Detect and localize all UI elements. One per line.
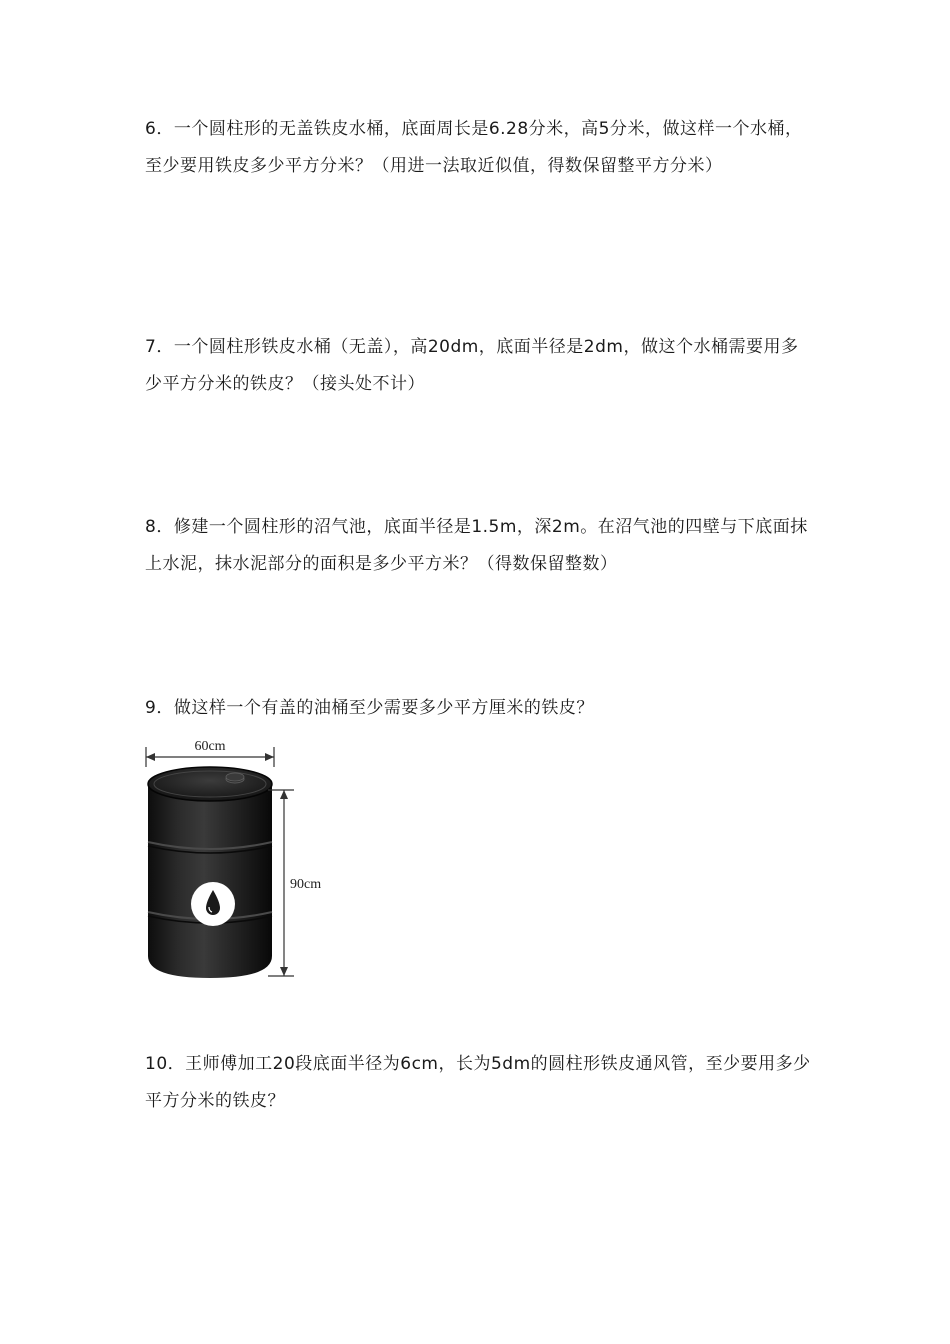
question-6 (145, 111, 815, 185)
question-8 (145, 509, 815, 583)
height-label: 90cm (290, 877, 322, 892)
width-label: 60cm (194, 739, 226, 754)
question-text: 做这样一个有盖的油桶至少需要多少平方厘米的铁皮？ (173, 698, 594, 718)
question-text: 一个圆柱形的无盖铁皮水桶，底面周长是6.28分米，高5分米，做这样一个水桶，至少要用铁皮多少平方分米？（用进一法取近似值，得数保留整平方分米） (145, 119, 803, 176)
width-dimension (146, 739, 274, 767)
question-number: 8． (145, 517, 174, 537)
question-9 (145, 690, 815, 727)
oil-barrel-figure (140, 734, 340, 984)
question-text: 修建一个圆柱形的沼气池，底面半径是1.5m，深2m。在沼气池的四壁与下底面抹上水泥，抹水泥部分的面积是多少平方米？（得数保留整数） (145, 517, 808, 574)
question-number: 6． (145, 119, 174, 139)
question-number: 10． (145, 1054, 186, 1074)
question-number: 9． (145, 698, 174, 718)
question-10 (145, 1046, 815, 1120)
oil-barrel-diagram (140, 734, 340, 984)
question-7 (145, 329, 815, 403)
question-text: 一个圆柱形铁皮水桶（无盖），高20dm，底面半径是2dm，做这个水桶需要用多少平方分米的铁皮？（接头处不计） (145, 337, 799, 394)
question-number: 7． (145, 337, 174, 357)
barrel (148, 767, 272, 978)
question-text: 王师傅加工20段底面半径为6cm，长为5dm的圆柱形铁皮通风管，至少要用多少平方分米的铁皮？ (145, 1054, 811, 1111)
height-dimension (268, 790, 321, 976)
